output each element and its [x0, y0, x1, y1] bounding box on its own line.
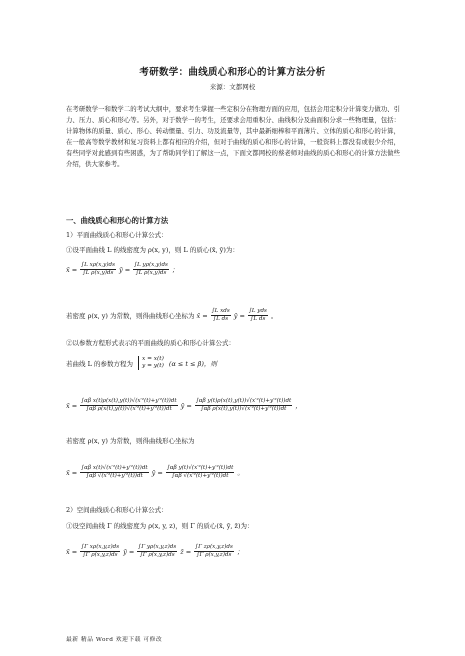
punctuation: ； — [171, 266, 179, 274]
fraction-x — [211, 308, 231, 323]
fraction-numerator: ∫Γ yρ(x,y,z)ds — [138, 544, 177, 550]
punctuation: 。 — [270, 312, 278, 320]
fraction-z — [194, 544, 234, 559]
fraction-numerator: ∫L xρ(x,y)ds — [81, 262, 115, 268]
item-1-text: ①设平面曲线 L 的线密度为 ρ(x, y)，则 L 的质心(x̄, ȳ)为： — [66, 246, 239, 254]
param-intro: 若曲线 L 的参数方程为 — [66, 359, 133, 368]
ybar-label: ȳ = — [151, 468, 163, 477]
fraction-denominator: ∫αβ √(x′²(t)+y′²(t))dt — [86, 473, 143, 479]
fraction-numerator: ∫L yρ(x,y)ds — [134, 262, 168, 268]
xbar-label: x̄ = — [66, 401, 78, 410]
subheading-space: 2）空间曲线质心和形心计算公式： — [66, 506, 168, 514]
xbar-label: x̄ = — [196, 311, 208, 320]
fraction-y — [248, 308, 268, 323]
formula-centroid-space — [66, 544, 243, 559]
ybar-label: ȳ = — [233, 311, 245, 320]
fraction-numerator: ∫αβ y(t)√(x′²(t)+y′²(t))dt — [166, 465, 234, 471]
item-3-text: ①设空间曲线 Γ 的线密度为 ρ(x, y, z)，则 Γ 的质心(x̄, ȳ, z̄)为： — [66, 522, 254, 530]
fraction-denominator: ∫Γ ρ(x,y,z)ds — [196, 552, 232, 558]
ybar-label: ȳ = — [180, 401, 192, 410]
punctuation: ， — [295, 402, 302, 410]
formula-centroid-parametric — [66, 398, 302, 413]
param-range: (α ≤ t ≤ β)，则 — [168, 359, 217, 368]
fraction-x — [80, 262, 116, 277]
parametric-equation — [66, 356, 217, 370]
fraction-denominator: ∫αβ √(x′²(t)+y′²(t))dt — [171, 473, 229, 479]
fraction-y — [195, 398, 292, 413]
param-y: y = y(t) — [141, 363, 164, 369]
fraction-denominator: ∫αβ ρ(x(t),y(t))√(x′²(t)+y′²(t))dt — [200, 406, 287, 412]
fraction-x — [80, 398, 177, 413]
fraction-denominator: ∫Γ ρ(x,y,z)ds — [82, 552, 118, 558]
fraction-denominator: ∫αβ ρ(x(t),y(t))√(x′²(t)+y′²(t))dt — [86, 406, 172, 412]
fraction-numerator: ∫L xds — [211, 308, 230, 314]
formula-shape-centroid-parametric — [66, 465, 244, 480]
fraction-denominator: ∫L ds — [250, 316, 266, 322]
fraction-denominator: ∫L ρ(x,y)ds — [82, 270, 114, 276]
fraction-denominator: ∫L ρ(x,y)ds — [135, 270, 167, 276]
fraction-y — [137, 544, 177, 559]
fraction-y — [133, 262, 169, 277]
fraction-numerator: ∫Γ xρ(x,y,z)ds — [81, 544, 120, 550]
param-x: x = x(t) — [141, 356, 164, 362]
fraction-denominator: ∫L ds — [213, 316, 229, 322]
fraction-x — [80, 544, 120, 559]
fraction-y — [166, 465, 235, 480]
page-footer: 最新 精品 Word 欢迎下载 可修改 — [66, 637, 163, 643]
punctuation: ； — [236, 548, 244, 556]
fraction-numerator: ∫αβ x(t)ρ(x(t),y(t))√(x′²(t)+y′²(t))dt — [81, 398, 177, 404]
source-line: 来源：文都网校 — [209, 83, 256, 91]
shape-centroid-note-2: 若密度 ρ(x, y) 为常数，则得曲线形心坐标为 — [66, 437, 195, 445]
ybar-label: ȳ = — [123, 547, 135, 556]
section-heading: 一、曲线质心和形心的计算方法 — [66, 216, 169, 225]
formula-centroid-plane — [66, 262, 178, 277]
fraction-x — [80, 465, 148, 480]
subheading-plane: 1）平面曲线质心和形心计算公式： — [66, 231, 168, 239]
fraction-numerator: ∫αβ x(t)√(x′²(t)+y′²(t))dt — [81, 465, 148, 471]
page-title: 考研数学：曲线质心和形心的计算方法分析 — [139, 67, 326, 78]
intro-paragraph: 在考研数学一和数学二的考试大纲中，要求考生掌握一些定积分在物理方面的应用，包括会用定积分计算变力做功、引力、压力、质心和形心等。另外，对于数学一的考生，还要求会用重积分、曲线积分及曲面积分求一些物理量，包括：计算物体的质量、质心、形心、转动惯量、引力、功及流量等，其中最新细棒和平面薄片、立体的质心和形心的计算，在一般高等数学教材和复习资料上都有相应的介绍，但对于曲线的质心和形心的计算，一般资料上都没有或很少介绍，有些同学对此感到有些困惑，为了帮助同学们了解这一点，下面文都网校的蔡老师对曲线的质心和形心的计算方法做些介绍，供大家参考。 — [66, 105, 400, 169]
fraction-numerator: ∫αβ y(t)ρ(x(t),y(t))√(x′²(t)+y′²(t))dt — [195, 398, 292, 404]
fraction-numerator: ∫Γ zρ(x,y,z)ds — [195, 544, 233, 550]
xbar-label: x̄ = — [66, 265, 78, 274]
xbar-label: x̄ = — [66, 468, 78, 477]
note-text: 若密度 ρ(x, y) 为常数，则得曲线形心坐标为 — [66, 312, 195, 320]
xbar-label: x̄ = — [66, 547, 78, 556]
ybar-label: ȳ = — [118, 265, 131, 274]
shape-centroid-note-1 — [66, 308, 277, 323]
fraction-numerator: ∫L yds — [248, 308, 267, 314]
item-2-text: ②以参数方程形式表示的平面曲线的质心和形心计算公式： — [66, 339, 235, 347]
zbar-label: z̄ = — [180, 547, 192, 556]
fraction-denominator: ∫Γ ρ(x,y,z)ds — [139, 552, 175, 558]
punctuation: 。 — [237, 469, 244, 477]
param-brace — [138, 356, 164, 370]
